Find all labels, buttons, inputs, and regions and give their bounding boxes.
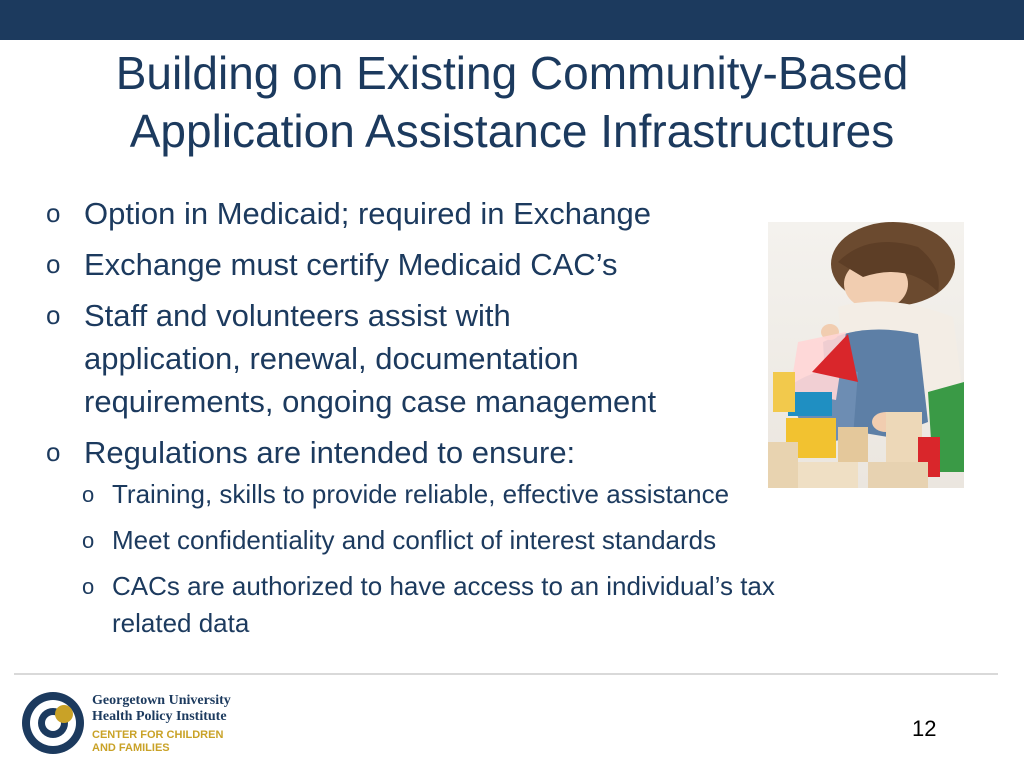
slide-title-line-1: Building on Existing Community-Based xyxy=(115,47,909,99)
logo-text xyxy=(92,693,262,755)
bullet-marker: o xyxy=(46,300,61,330)
sub-bullet-item xyxy=(82,568,946,642)
bullet-text: requirements, ongoing case management xyxy=(84,384,657,419)
logo-line-university: Georgetown University xyxy=(92,693,231,708)
sub-bullet-marker: o xyxy=(82,574,95,599)
bullet-text: application, renewal, documentation xyxy=(84,341,579,376)
photo-illustration xyxy=(768,222,964,488)
sub-bullet-text: related data xyxy=(112,608,250,638)
footer-divider xyxy=(14,673,998,675)
slide-title-line-2: Application Assistance Infrastructures xyxy=(129,105,895,157)
sub-bullet-item xyxy=(82,522,946,559)
sub-bullet-text: Meet confidentiality and conflict of interest standards xyxy=(112,525,717,555)
bullet-text: Exchange must certify Medicaid CAC’s xyxy=(84,247,618,282)
bullet-text: Option in Medicaid; required in Exchange xyxy=(84,196,651,231)
sub-bullet-list xyxy=(82,476,946,642)
bullet-marker: o xyxy=(46,437,61,467)
georgetown-logo xyxy=(20,688,260,758)
page-number: 12 xyxy=(912,716,937,741)
bullet-marker: o xyxy=(46,249,61,279)
logo-line-institute: Health Policy Institute xyxy=(92,709,227,724)
bullet-marker: o xyxy=(46,198,61,228)
sub-bullet-marker: o xyxy=(82,482,95,507)
bullet-text: Regulations are intended to ensure: xyxy=(84,435,576,470)
logo-line-families: AND FAMILIES xyxy=(92,742,170,754)
logo-line-center: CENTER FOR CHILDREN xyxy=(92,729,224,741)
bullet-text: Staff and volunteers assist with xyxy=(84,298,511,333)
georgetown-circle-logo-icon xyxy=(20,690,86,756)
sub-bullet-marker: o xyxy=(82,528,95,553)
sub-bullet-text: CACs are authorized to have access to an individual’s tax xyxy=(112,571,775,601)
top-banner xyxy=(0,0,1024,40)
child-playing-with-blocks-photo xyxy=(768,222,964,488)
slide-title xyxy=(0,44,1024,160)
sub-bullet-text: Training, skills to provide reliable, effective assistance xyxy=(112,479,730,509)
